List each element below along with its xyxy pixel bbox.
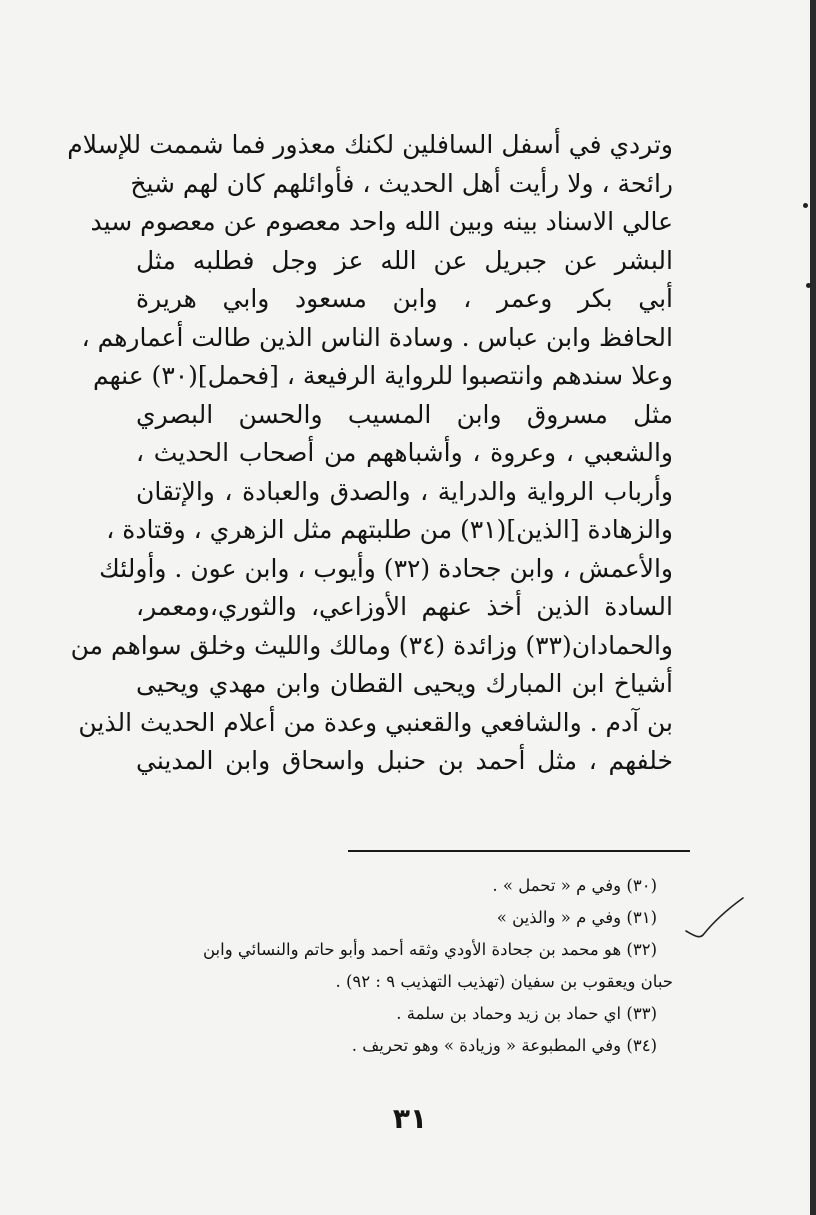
text-line: أشياخ ابن المبارك ويحيى القطان وابن مهدي ويحيى xyxy=(136,669,673,698)
text-line: والأعمش ، وابن جحادة (٣٢) وأيوب ، وابن عون . وأولئك xyxy=(99,553,673,583)
page-number: ٣١ xyxy=(392,1102,428,1135)
main-text-block xyxy=(67,126,673,781)
text-line: السادة الذين أخذ عنهم الأوزاعي، والثوري،ومعمر، xyxy=(136,592,673,621)
footnote-separator xyxy=(348,850,690,852)
scan-edge xyxy=(810,0,816,1215)
footnote-30: (٣٠) وفي م « تحمل » . xyxy=(492,876,657,895)
text-line: رائحة ، ولا رأيت أهل الحديث ، فأوائلهم كان لهم شيخ xyxy=(130,168,673,198)
text-line: خلفهم ، مثل أحمد بن حنبل واسحاق وابن المديني xyxy=(136,746,673,775)
scan-speck xyxy=(806,283,811,288)
text-line: عالي الاسناد بينه وبين الله واحد معصوم عن معصوم سيد xyxy=(90,207,673,236)
footnote-34: (٣٤) وفي المطبوعة « وزيادة » وهو تحريف . xyxy=(351,1036,657,1055)
text-line: والحمادان(٣٣) وزائدة (٣٤) ومالك والليث وخلق سواهم من xyxy=(70,630,673,660)
text-line: وأرباب الرواية والدراية ، والصدق والعبادة ، والإتقان xyxy=(136,476,673,506)
text-line: وعلا سندهم وانتصبوا للرواية الرفيعة ، [فحمل](٣٠) عنهم xyxy=(92,361,673,390)
footnote-33: (٣٣) اي حماد بن زيد وحماد بن سلمة . xyxy=(396,1004,657,1023)
scan-speck xyxy=(803,203,808,208)
footnotes-block xyxy=(140,870,673,1062)
text-line: وتردي في أسفل السافلين لكنك معذور فما شممت للإسلام xyxy=(67,130,673,159)
text-line: والشعبي ، وعروة ، وأشباههم من أصحاب الحديث ، xyxy=(136,438,673,467)
text-line: بن آدم . والشافعي والقعنبي وعدة من أعلام الحديث الذين xyxy=(78,707,673,737)
text-line: البشر عن جبريل عن الله عز وجل فطلبه مثل xyxy=(136,245,673,275)
handwritten-check-mark xyxy=(683,895,747,945)
footnote-32: (٣٢) هو محمد بن جحادة الأودي وثقه أحمد وأبو حاتم والنسائي وابن xyxy=(202,940,657,959)
text-line: الحافظ وابن عباس . وسادة الناس الذين طالت أعمارهم ، xyxy=(81,322,673,352)
text-line: أبي بكر وعمر ، وابن مسعود وابي هريرة xyxy=(136,284,673,313)
footnote-32-continued: حبان ويعقوب بن سفيان (تهذيب التهذيب ٩ : ٩٢) . xyxy=(335,972,673,991)
text-line: والزهادة [الذين](٣١) من طلبتهم مثل الزهري ، وقتادة ، xyxy=(106,515,673,544)
footnote-31: (٣١) وفي م « والذين » xyxy=(496,908,657,927)
text-line: مثل مسروق وابن المسيب والحسن البصري xyxy=(136,399,673,429)
